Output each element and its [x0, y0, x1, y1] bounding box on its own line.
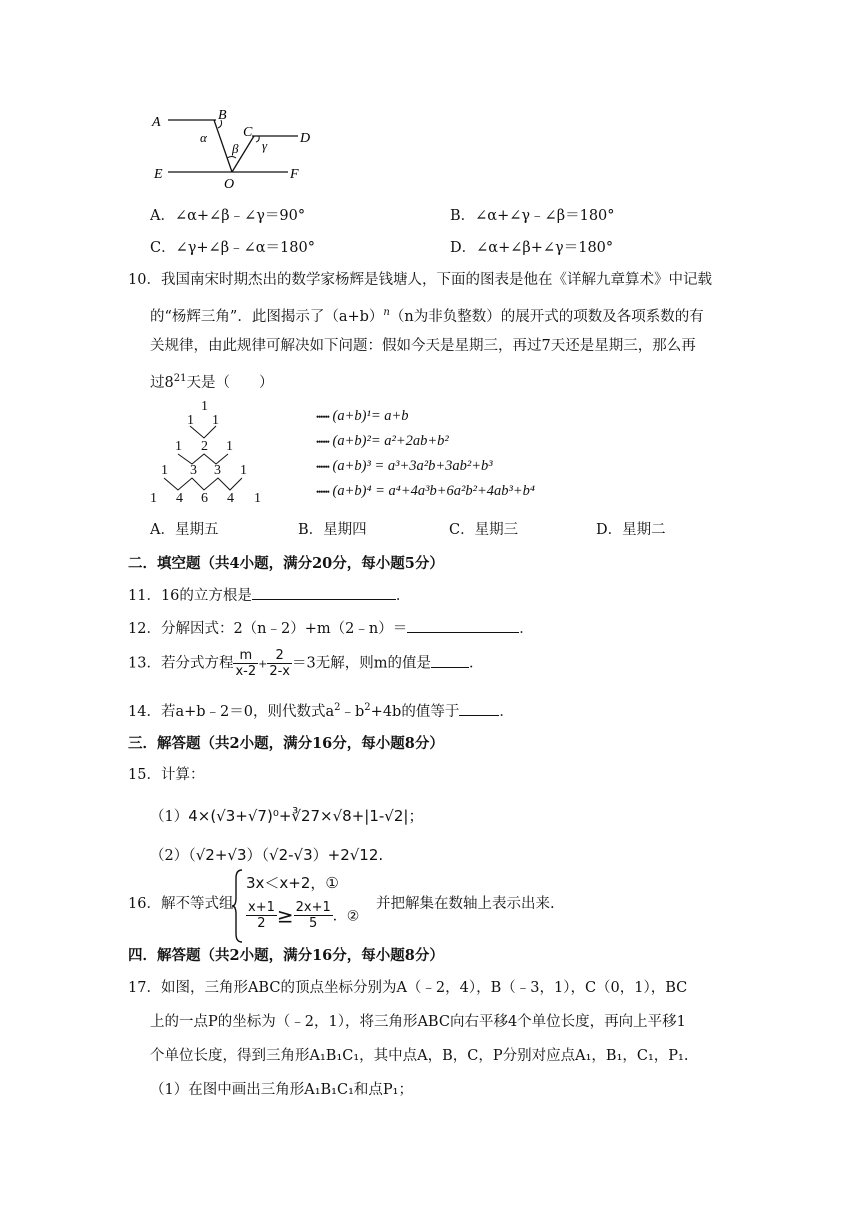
q15-part-2-expr: （√2+√3）（√2-√3）+2√12.: [188, 846, 384, 864]
q12-blank[interactable]: [407, 618, 519, 633]
q15-part-2-label: （2）: [150, 848, 189, 864]
q15-part-2: [150, 845, 383, 866]
tri-r3-1: 3: [190, 463, 197, 478]
q13-frac-1-num: m: [233, 648, 258, 664]
q16-frac-2-den: 5: [309, 916, 318, 931]
label-O: O: [224, 177, 235, 192]
q17-line-4: （1）在图中画出三角形A₁B₁C₁和点P₁；: [150, 1082, 413, 1098]
q11-blank[interactable]: [252, 585, 396, 600]
label-B: B: [218, 108, 227, 123]
formula-3-dots: ••••••: [316, 462, 329, 472]
q14-text-2: ﹣b: [340, 703, 365, 720]
q10-sup-n: n: [383, 307, 390, 318]
label-E: E: [154, 167, 163, 182]
q13-plus: +: [258, 657, 268, 671]
q10-line-2a: 的“杨辉三角”．此图揭示了（a+b）: [150, 308, 384, 325]
yanghui-triangle: [146, 396, 276, 508]
tri-r4-4: 1: [254, 491, 261, 506]
q11: [128, 585, 410, 606]
formula-3-text: (a+b)³ = a³+3a²b+3ab²+b³: [332, 458, 493, 474]
q9-option-b: B．∠α+∠γ﹣∠β＝180°: [450, 208, 615, 224]
section-3-title: 三．解答题（共2小题，满分16分，每小题8分）: [128, 735, 444, 752]
q13-frac-2: [267, 648, 292, 679]
q9-option-d: D．∠α+∠β+∠γ＝180°: [450, 240, 614, 256]
q15-part-1: [150, 806, 423, 827]
q9-option-c: C．∠γ+∠β﹣∠α＝180°: [150, 240, 315, 256]
q10-option-b: B．星期四: [298, 522, 367, 538]
formula-1-text: (a+b)¹= a+b: [332, 408, 409, 424]
tri-r4-3: 4: [227, 491, 234, 506]
q13: [128, 648, 483, 679]
q14-text-3: +4b的值等于: [370, 703, 460, 720]
q16-frac-1-den: 2: [257, 916, 266, 931]
tri-r4-1: 4: [176, 491, 183, 506]
q13-blank[interactable]: [431, 653, 469, 668]
tri-r3-3: 1: [240, 463, 247, 478]
formula-4-dots: ••••••: [316, 487, 329, 497]
q14-sup-2: 2: [364, 702, 371, 713]
q13-frac-1: [233, 648, 258, 679]
q15-part-1-label: （1）: [150, 809, 189, 825]
q16-brace: [230, 868, 244, 944]
tri-r2-0: 1: [175, 439, 182, 454]
formula-1: [316, 404, 535, 429]
q14-blank[interactable]: [459, 701, 499, 716]
q10-option-c: C．星期三: [449, 522, 519, 538]
q10-sup-21: 21: [173, 373, 187, 384]
q15-head: 15．计算：: [128, 767, 205, 783]
label-beta: β: [232, 141, 239, 156]
q10-option-a: A．星期五: [150, 522, 219, 538]
label-C: C: [243, 125, 253, 140]
q14: [128, 698, 514, 722]
formula-3: [316, 454, 535, 479]
q16-frac-2-num: 2x+1: [295, 900, 331, 915]
q11-text: 11．16的立方根是: [128, 588, 252, 604]
parallel-lines-figure: [148, 106, 318, 192]
q10-line-2b: （n为非负整数）的展开式的项数及各项系数的有: [389, 308, 704, 325]
q16-circle-2: ．②: [332, 908, 360, 925]
tri-r4-0: 1: [150, 491, 157, 506]
label-A: A: [152, 115, 161, 130]
q14-text: 14．若a+b﹣2＝0，则代数式a: [128, 703, 335, 720]
q14-end: ．: [499, 703, 514, 720]
q10-option-d: D．星期二: [596, 522, 666, 538]
q9-option-a: A．∠α+∠β﹣∠γ＝90°: [150, 208, 306, 224]
tri-r4-2: 6: [201, 491, 208, 506]
q15-part-1-expr: 4×(√3+√7)⁰+∛27×√8+|1-√2|；: [188, 807, 424, 825]
q17-line-3: 个单位长度，得到三角形A₁B₁C₁，其中点A，B，C，P分别对应点A₁，B₁，C₁，P₁.: [150, 1048, 689, 1064]
q10-line-4b: 天是（ ）: [186, 374, 274, 391]
q12: [128, 618, 534, 639]
q10-line-4: [150, 369, 273, 393]
q13-frac-1-den: x-2: [235, 664, 257, 679]
formula-1-dots: ••••••: [316, 412, 329, 422]
q13-text-2: ＝3无解，则m的值是: [291, 655, 431, 672]
tri-r2-1: 2: [201, 439, 208, 454]
formula-4-text: (a+b)⁴ = a⁴+4a³b+6a²b²+4ab³+b⁴: [332, 483, 535, 499]
tri-r3-2: 3: [214, 463, 221, 478]
section-2-title: 二．填空题（共4小题，满分20分，每小题5分）: [128, 555, 444, 572]
q16-frac-1-num: x+1: [248, 900, 275, 915]
q10-line-1: 10．我国南宋时期杰出的数学家杨辉是钱塘人，下面的图表是他在《详解九章算术》中记载: [128, 272, 712, 288]
label-gamma: γ: [262, 138, 268, 153]
section-4-title: 四．解答题（共2小题，满分16分，每小题8分）: [128, 947, 444, 964]
q17-line-1: 17．如图，三角形ABC的顶点坐标分别为A（﹣2，4），B（﹣3，1），C（0，1），BC: [128, 980, 688, 996]
label-alpha: α: [200, 130, 207, 145]
q13-frac-2-den: 2-x: [269, 664, 290, 679]
formula-2-text: (a+b)²= a²+2ab+b²: [332, 433, 449, 449]
formula-4: [316, 479, 535, 504]
tri-r3-0: 1: [161, 463, 168, 478]
q14-sup-1: 2: [334, 702, 341, 713]
q13-text: 13．若分式方程: [128, 655, 234, 672]
formula-2-dots: ••••••: [316, 437, 329, 447]
q10-line-3: 关规律，由此规律可解决如下问题：假如今天是星期三，再过7天还是星期三，那么再: [150, 338, 696, 354]
q16-ineq-1: 3x＜x+2，①: [246, 874, 339, 892]
q13-frac-2-num: 2: [267, 648, 292, 664]
formula-2: [316, 429, 535, 454]
label-F: F: [290, 167, 299, 182]
tri-r0-0: 1: [201, 399, 208, 414]
q10-line-4a: 过8: [150, 374, 174, 391]
q17-line-2: 上的一点P的坐标为（﹣2，1），将三角形ABC向右平移4个单位长度，再向上平移1: [150, 1014, 686, 1030]
q16-frac-2: [294, 900, 333, 931]
binomial-formulas: [316, 404, 535, 504]
tri-r2-2: 1: [226, 439, 233, 454]
q16-ineq-2: [246, 900, 359, 931]
label-D: D: [300, 131, 311, 146]
tri-r1-1: 1: [212, 413, 219, 428]
q12-text: 12．分解因式：2（n﹣2）+m（2﹣n）＝: [128, 621, 408, 637]
q16-ge: ≥: [276, 903, 294, 928]
q12-end: ．: [519, 621, 534, 637]
tri-r1-0: 1: [187, 413, 194, 428]
q16-frac-1: [246, 900, 277, 931]
q13-end: ．: [468, 655, 484, 672]
q11-end: ．: [395, 588, 411, 604]
q10-line-2: [150, 303, 704, 327]
q16-text-2: 并把解集在数轴上表示出来.: [376, 896, 555, 912]
q16-text: 16．解不等式组: [128, 896, 234, 912]
